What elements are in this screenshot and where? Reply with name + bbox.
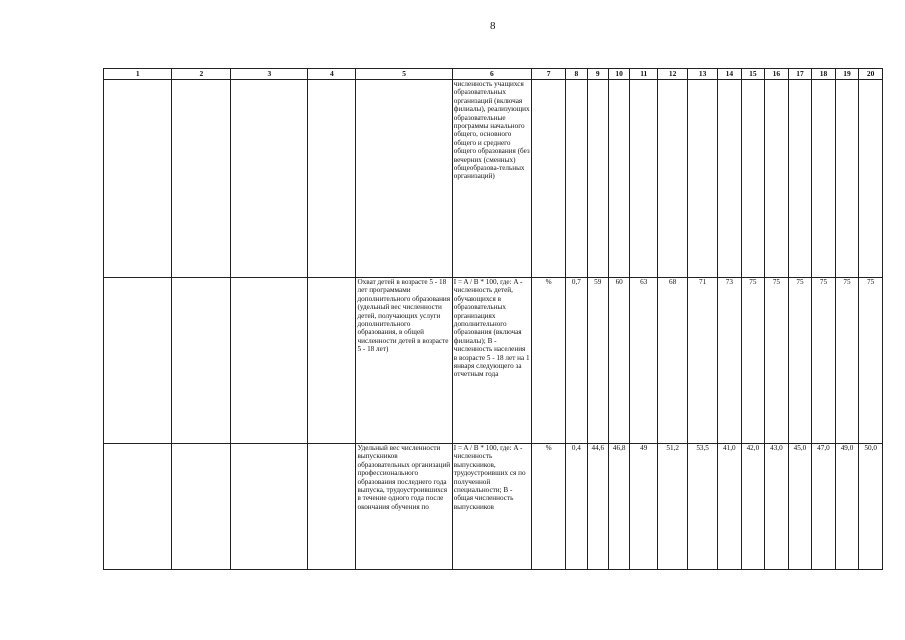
value-cell: 75 (788, 278, 812, 444)
value-cell: 44,6 (587, 444, 608, 570)
column-header: 2 (172, 69, 231, 80)
value-cell: 51,2 (658, 444, 688, 570)
value-cell: 41,0 (718, 444, 742, 570)
value-cell: 59 (587, 278, 608, 444)
value-cell (630, 80, 658, 278)
value-cell: 75 (741, 278, 765, 444)
value-cell (587, 80, 608, 278)
value-cell: 75 (835, 278, 859, 444)
value-cell (688, 80, 718, 278)
value-cell: 68 (658, 278, 688, 444)
column-header: 16 (765, 69, 789, 80)
column-header: 8 (566, 69, 587, 80)
value-cell: 73 (718, 278, 742, 444)
value-cell: 53,5 (688, 444, 718, 570)
table-cell (308, 444, 356, 570)
indicator-table (103, 68, 883, 570)
table-row (104, 278, 883, 444)
column-header: 9 (587, 69, 608, 80)
value-cell: 49,0 (835, 444, 859, 570)
value-cell: 42,0 (741, 444, 765, 570)
table-cell (231, 444, 308, 570)
column-header: 17 (788, 69, 812, 80)
value-cell (859, 80, 883, 278)
column-header: 11 (630, 69, 658, 80)
column-header: 3 (231, 69, 308, 80)
table-cell (104, 278, 172, 444)
value-cell: 63 (630, 278, 658, 444)
value-cell: 47,0 (812, 444, 836, 570)
value-cell (835, 80, 859, 278)
unit-cell: % (531, 278, 565, 444)
indicator-formula: численность учащихся образовательных организаций (включая филиалы), реализующих образовательные программы начального общего, основного общего и среднего общего образования (без вечерних (сменных) общеобразова-тельных организаций) (452, 80, 531, 278)
indicator-description (356, 80, 452, 278)
column-header: 1 (104, 69, 172, 80)
page-number: 8 (490, 20, 496, 32)
table-cell (172, 278, 231, 444)
indicator-description: Удельный вес численности выпускников образовательных организаций профессионального образования последнего года выпуска, трудоустроившихся в течение одного года после окончания обучения по (356, 444, 452, 570)
indicator-formula: I = A / B * 100, где: A - численность детей, обучающихся в образовательных организациях дополнительного образования (включая филиалы); B - численность населения в возрасте 5 - 18 лет на 1 января следующего за отчетным года (452, 278, 531, 444)
indicator-formula: I = A / B * 100, где: A - численность выпускников, трудоустроивших ся по полученной специальности; B - общая численность выпускников (452, 444, 531, 570)
value-cell: 49 (630, 444, 658, 570)
value-cell: 75 (812, 278, 836, 444)
value-cell: 75 (859, 278, 883, 444)
table-cell (104, 80, 172, 278)
column-header: 20 (859, 69, 883, 80)
indicator-description: Охват детей в возрасте 5 - 18 лет программами дополнительного образования (удельный вес численности детей, получающих услуги дополнительного образования, в общей численности детей в возрасте 5 - 18 лет) (356, 278, 452, 444)
column-header: 10 (608, 69, 629, 80)
value-cell: 50,0 (859, 444, 883, 570)
table-row (104, 80, 883, 278)
table-cell (172, 444, 231, 570)
column-header: 14 (718, 69, 742, 80)
unit-cell (531, 80, 565, 278)
column-header: 12 (658, 69, 688, 80)
value-cell: 45,0 (788, 444, 812, 570)
table-cell (231, 278, 308, 444)
value-cell: 43,0 (765, 444, 789, 570)
column-header: 7 (531, 69, 565, 80)
value-cell (812, 80, 836, 278)
table-row (104, 444, 883, 570)
table-cell (308, 80, 356, 278)
value-cell (718, 80, 742, 278)
value-cell: 46,8 (608, 444, 629, 570)
column-header: 13 (688, 69, 718, 80)
column-header: 4 (308, 69, 356, 80)
value-cell (788, 80, 812, 278)
table-cell (308, 278, 356, 444)
unit-cell: % (531, 444, 565, 570)
column-header: 5 (356, 69, 452, 80)
column-header: 15 (741, 69, 765, 80)
column-header: 18 (812, 69, 836, 80)
value-cell (765, 80, 789, 278)
header-row (104, 69, 883, 80)
value-cell (741, 80, 765, 278)
value-cell: 60 (608, 278, 629, 444)
column-header: 6 (452, 69, 531, 80)
value-cell: 75 (765, 278, 789, 444)
table-cell (231, 80, 308, 278)
value-cell: 0,7 (566, 278, 587, 444)
value-cell: 71 (688, 278, 718, 444)
value-cell (566, 80, 587, 278)
value-cell (608, 80, 629, 278)
table-cell (104, 444, 172, 570)
table-cell (172, 80, 231, 278)
value-cell: 0,4 (566, 444, 587, 570)
column-header: 19 (835, 69, 859, 80)
value-cell (658, 80, 688, 278)
